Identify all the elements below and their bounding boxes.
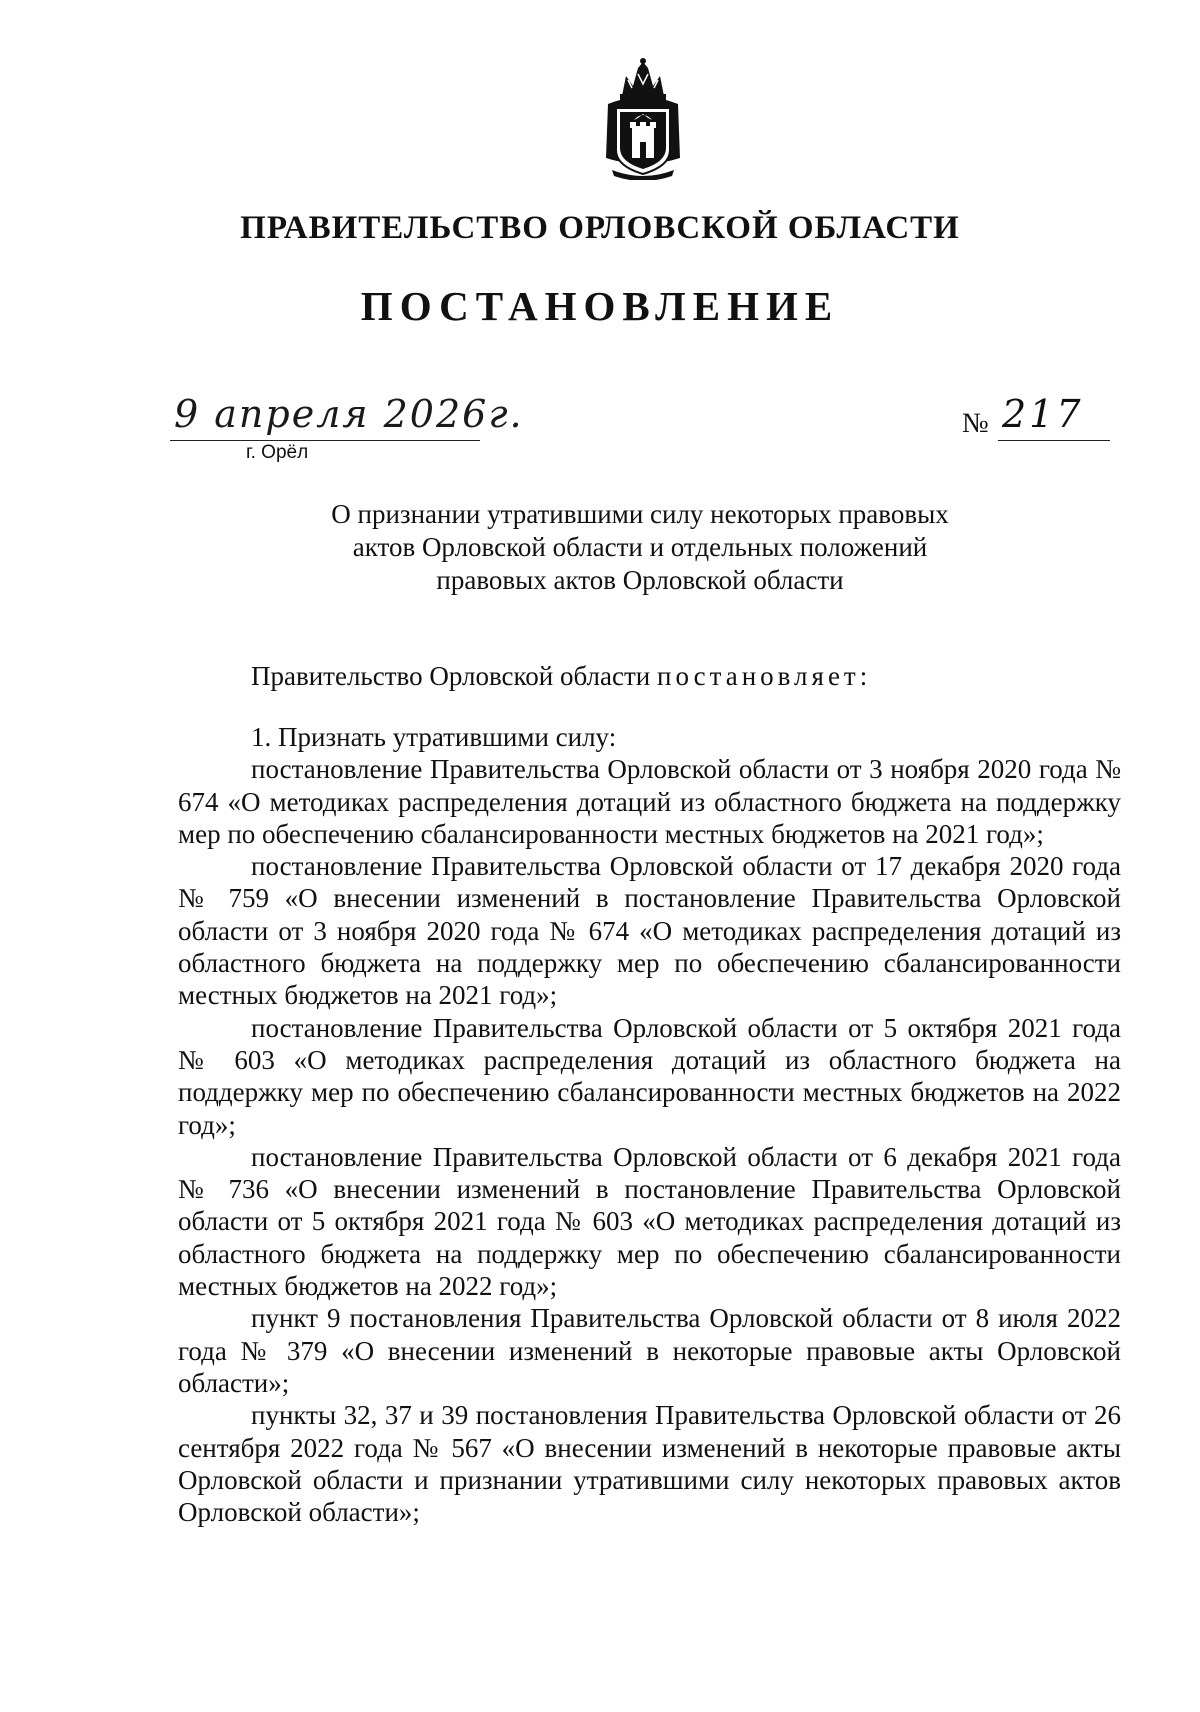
title-line: О признании утратившими силу некоторых правовых [331,499,949,529]
handwritten-date: 9 апреля 2026г. [174,392,524,436]
organization-heading: ПРАВИТЕЛЬСТВО ОРЛОВСКОЙ ОБЛАСТИ [240,210,960,246]
date-underline [170,440,480,441]
item-heading: 1. Признать утратившими силу: [251,722,617,752]
body-paragraph: постановление Правительства Орловской области от 5 октября 2021 года № 603 «О методиках распределения дотаций из областного бюджета на поддержку мер по обеспечению сбалансированности местных бюджетов на 2022 год»; [178,1012,1121,1140]
title-line: актов Орловской области и отдельных положений [352,532,928,562]
preamble-verb: постановляет: [657,661,872,691]
body-paragraph: постановление Правительства Орловской области от 3 ноября 2020 года № 674 «О методиках распределения дотаций из областного бюджета на поддержку мер по обеспечению сбалансированности местных бюджетов на 2021 год»; [178,754,1121,849]
number-label: № [962,408,989,439]
handwritten-number: 217 [1002,392,1084,436]
body-paragraph: пункт 9 постановления Правительства Орловской области от 8 июля 2022 года № 379 «О внесении изменений в некоторые правовые акты Орловской области»; [178,1303,1121,1398]
city-label: г. Орёл [246,442,309,463]
document-title [300,498,980,597]
body-paragraph: пункты 32, 37 и 39 постановления Правительства Орловской области от 26 сентября 2022 года № 567 «О внесении изменений в некоторые правовые акты Орловской области и признании утратившими силу некоторых правовых актов Орловской области»; [178,1400,1121,1528]
preamble [251,661,871,692]
title-line: правовых актов Орловской области [436,565,844,595]
preamble-lead: Правительство Орловской области [251,661,657,691]
number-underline [998,440,1110,441]
body-paragraph: постановление Правительства Орловской области от 17 декабря 2020 года № 759 «О внесении изменений в постановление Правительства Орловской области от 3 ноября 2020 года № 674 «О методиках распределения дотаций из областного бюджета на поддержку мер по обеспечению сбалансированности местных бюджетов на 2021 год»; [178,851,1121,1011]
coat-of-arms-icon [602,58,684,180]
document-body [178,721,1121,1528]
document-type-heading: ПОСТАНОВЛЕНИЕ [360,283,840,329]
body-paragraph: постановление Правительства Орловской области от 6 декабря 2021 года № 736 «О внесении изменений в постановление Правительства Орловской области от 5 октября 2021 года № 603 «О методиках распределения дотаций из областного бюджета на поддержку мер по обеспечению сбалансированности местных бюджетов на 2022 год»; [178,1141,1121,1302]
